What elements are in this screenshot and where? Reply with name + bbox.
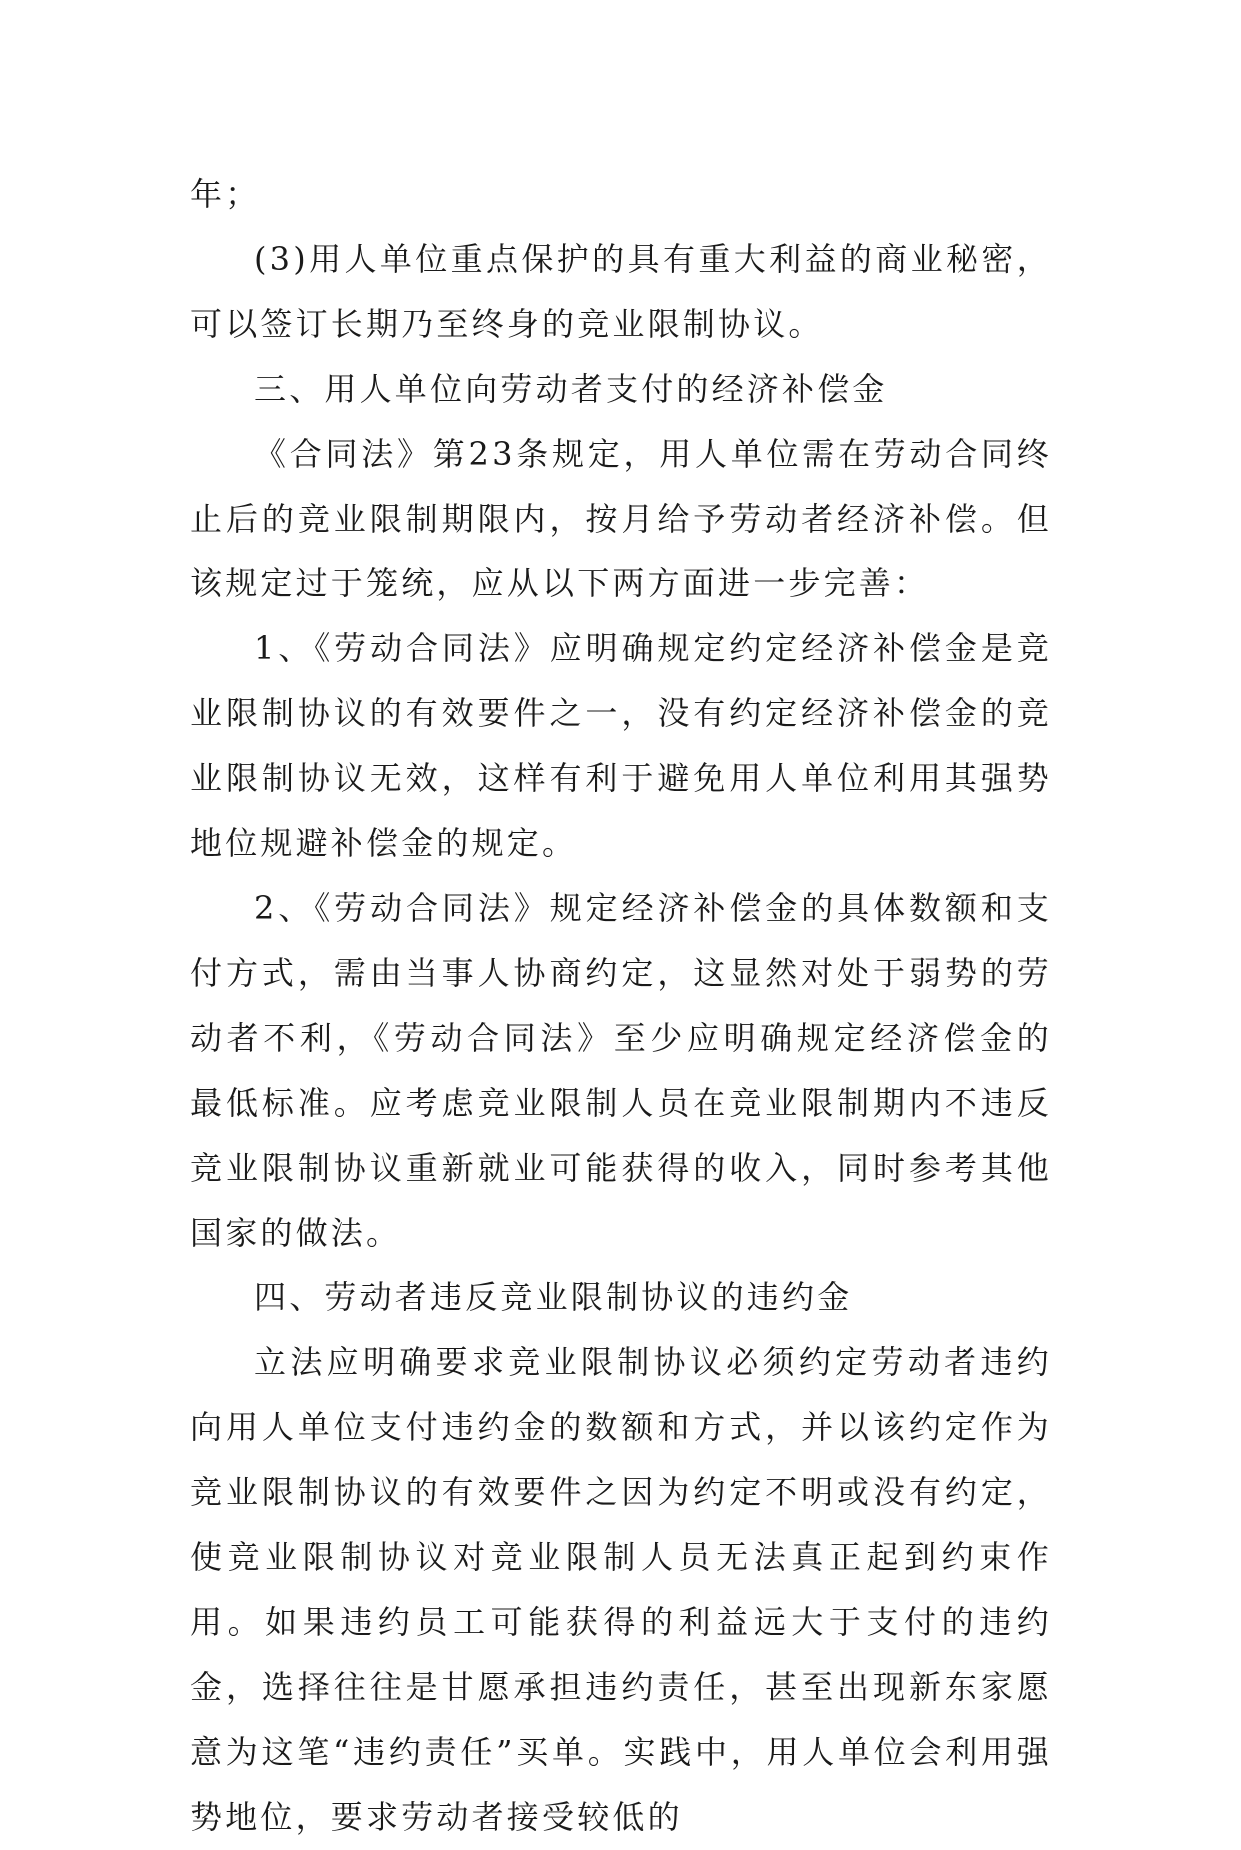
paragraph-point-2: 2、《劳动合同法》规定经济补偿金的具体数额和支付方式，需由当事人协商约定，这显然对处于弱势的劳动者不利，《劳动合同法》至少应明确规定经济偿金的最低标准。应考虑竞业限制人员在竞业限制期内不违反竞业限制协议重新就业可能获得的收入，同时参考其他国家的做法。 [190,888,1052,1252]
paragraph-continuation: 年； [190,175,261,213]
paragraph-point-1: 1、《劳动合同法》应明确规定约定经济补偿金是竞业限制协议的有效要件之一，没有约定经济补偿金的竞业限制协议无效，这样有利于避免用人单位利用其强势地位规避补偿金的规定。 [190,629,1052,863]
paragraph-penalty: 立法应明确要求竞业限制协议必须约定劳动者违约向用人单位支付违约金的数额和方式，并以该约定作为竞业限制协议的有效要件之因为约定不明或没有约定，使竞业限制协议对竞业限制人员无法真正起到约束作用。如果违约员工可能获得的利益远大于支付的违约金，选择往往是甘愿承担违约责任，甚至出现新东家愿意为这笔“违约责任”买单。实践中，用人单位会利用强势地位，要求劳动者接受较低的 [190,1343,1052,1836]
paragraph-contract-law: 《合同法》第23条规定，用人单位需在劳动合同终止后的竞业限制期限内，按月给予劳动者经济补偿。但该规定过于笼统，应从以下两方面进一步完善： [190,434,1052,603]
section-heading-3: 三、用人单位向劳动者支付的经济补偿金 [254,369,888,408]
paragraph-item-3: (3)用人单位重点保护的具有重大利益的商业秘密，可以签订长期乃至终身的竞业限制协议。 [190,239,1052,343]
section-heading-4: 四、劳动者违反竞业限制协议的违约金 [254,1278,853,1317]
document-body [190,162,1052,1850]
